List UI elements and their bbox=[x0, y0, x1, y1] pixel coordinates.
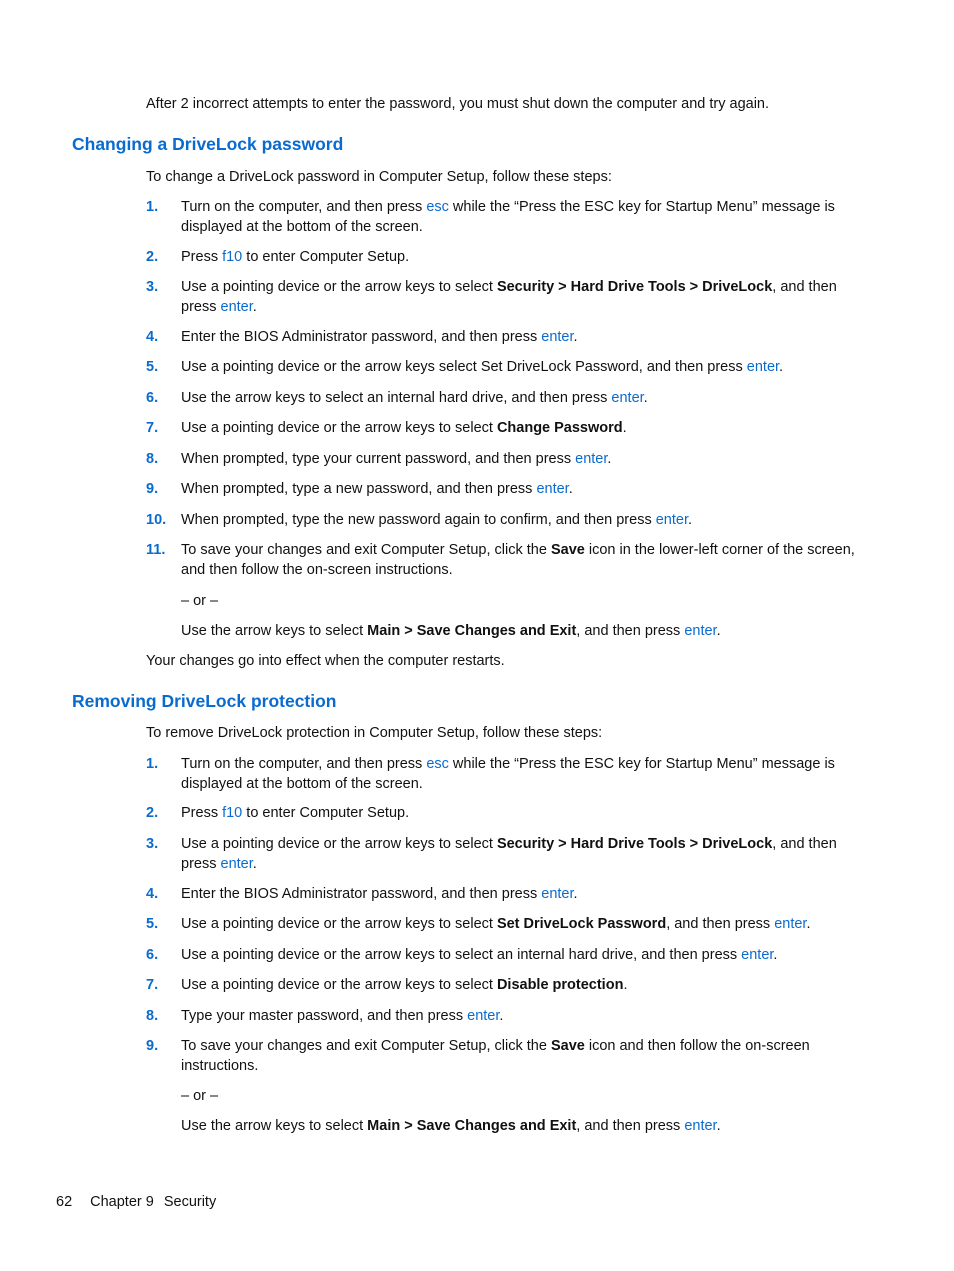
step-number: 9. bbox=[146, 481, 159, 497]
step-number: 6. bbox=[146, 947, 159, 963]
list-item bbox=[146, 510, 876, 530]
chapter-label: Chapter 9 bbox=[90, 1194, 154, 1210]
step-text: Use a pointing device or the arrow keys to select Disable protection. bbox=[181, 977, 628, 993]
step-text: Use a pointing device or the arrow keys to select Security > Hard Drive Tools > DriveLock, and then press enter. bbox=[181, 836, 837, 872]
step-text: Turn on the computer, and then press esc while the “Press the ESC key for Startup Menu” message is displayed at the bottom of the screen. bbox=[181, 199, 835, 235]
step-text: To save your changes and exit Computer Setup, click the Save icon and then follow the on-screen instructions. bbox=[181, 1038, 810, 1074]
step-text: Enter the BIOS Administrator password, and then press enter. bbox=[181, 886, 578, 902]
step-text: Use a pointing device or the arrow keys to select Security > Hard Drive Tools > DriveLock, and then press enter. bbox=[181, 279, 837, 315]
section-heading-changing-password: Changing a DriveLock password bbox=[72, 134, 344, 154]
key-name: enter bbox=[746, 359, 780, 375]
step-text: When prompted, type the new password again to confirm, and then press enter. bbox=[181, 512, 693, 528]
page-footer bbox=[56, 1192, 216, 1212]
section-outro: Your changes go into effect when the computer restarts. bbox=[146, 653, 505, 669]
step-text: Type your master password, and then press enter. bbox=[181, 1008, 504, 1024]
list-item bbox=[146, 540, 876, 580]
step-number: 2. bbox=[146, 805, 159, 821]
or-separator: – or – bbox=[181, 1088, 219, 1104]
step-text: When prompted, type a new password, and then press enter. bbox=[181, 481, 573, 497]
list-item bbox=[146, 449, 876, 469]
page-number: 62 bbox=[56, 1194, 73, 1210]
key-name: enter bbox=[220, 299, 253, 315]
alternate-instruction: Use the arrow keys to select Main > Save Changes and Exit, and then press enter. bbox=[181, 623, 721, 639]
step-text: Press f10 to enter Computer Setup. bbox=[181, 249, 410, 265]
step-number: 10. bbox=[146, 512, 167, 528]
list-item bbox=[146, 834, 876, 874]
step-number: 1. bbox=[146, 756, 159, 772]
step-number: 2. bbox=[146, 249, 159, 265]
key-name: esc bbox=[426, 756, 449, 772]
key-name: enter bbox=[741, 947, 774, 963]
top-note: After 2 incorrect attempts to enter the password, you must shut down the computer and try again. bbox=[146, 96, 770, 112]
key-name: f10 bbox=[222, 805, 243, 821]
step-number: 4. bbox=[146, 329, 159, 345]
list-item bbox=[146, 1036, 876, 1076]
step-number: 8. bbox=[146, 1008, 159, 1024]
step-text: Turn on the computer, and then press esc while the “Press the ESC key for Startup Menu” message is displayed at the bottom of the screen. bbox=[181, 756, 835, 792]
step-text: Use a pointing device or the arrow keys to select Change Password. bbox=[181, 420, 627, 436]
step-text: Enter the BIOS Administrator password, and then press enter. bbox=[181, 329, 578, 345]
menu-path: Set DriveLock Password bbox=[496, 916, 667, 932]
step-number: 11. bbox=[146, 542, 166, 558]
step-number: 1. bbox=[146, 199, 159, 215]
list-item bbox=[146, 803, 876, 823]
list-item bbox=[146, 197, 876, 237]
alternate-instruction: Use the arrow keys to select Main > Save Changes and Exit, and then press enter. bbox=[181, 1118, 721, 1134]
step-text: Use the arrow keys to select an internal hard drive, and then press enter. bbox=[181, 390, 648, 406]
key-name: enter bbox=[541, 886, 574, 902]
or-separator: – or – bbox=[181, 593, 219, 609]
key-name: enter bbox=[611, 390, 644, 406]
step-text: Press f10 to enter Computer Setup. bbox=[181, 805, 410, 821]
step-text: Use a pointing device or the arrow keys to select an internal hard drive, and then press enter. bbox=[181, 947, 778, 963]
list-item bbox=[146, 945, 876, 965]
key-name: enter bbox=[541, 329, 574, 345]
section-intro: To change a DriveLock password in Computer Setup, follow these steps: bbox=[146, 169, 612, 185]
list-item bbox=[146, 754, 876, 794]
step-text: Use a pointing device or the arrow keys to select Set DriveLock Password, and then press enter. bbox=[181, 916, 811, 932]
list-item bbox=[146, 388, 876, 408]
step-number: 7. bbox=[146, 977, 159, 993]
menu-path: Disable protection bbox=[496, 977, 624, 993]
key-name: enter bbox=[684, 623, 717, 639]
key-name: f10 bbox=[222, 249, 243, 265]
list-item bbox=[146, 1006, 876, 1026]
step-number: 5. bbox=[146, 359, 159, 375]
key-name: enter bbox=[655, 512, 688, 528]
list-item bbox=[146, 277, 876, 317]
chapter-title: Security bbox=[163, 1194, 217, 1210]
menu-path: Security > Hard Drive Tools > DriveLock bbox=[496, 279, 773, 295]
key-name: esc bbox=[426, 199, 449, 215]
step-number: 3. bbox=[146, 836, 159, 852]
section-intro: To remove DriveLock protection in Computer Setup, follow these steps: bbox=[146, 725, 603, 741]
list-item bbox=[146, 357, 876, 377]
list-item bbox=[146, 418, 876, 438]
menu-path: Security > Hard Drive Tools > DriveLock bbox=[496, 836, 773, 852]
step-number: 4. bbox=[146, 886, 159, 902]
menu-path: Change Password bbox=[496, 420, 623, 436]
list-item bbox=[146, 884, 876, 904]
menu-path: Save bbox=[550, 1038, 585, 1054]
step-number: 7. bbox=[146, 420, 159, 436]
step-number: 5. bbox=[146, 916, 159, 932]
list-item bbox=[146, 247, 876, 267]
list-item bbox=[146, 975, 876, 995]
step-text: When prompted, type your current password, and then press enter. bbox=[181, 451, 612, 467]
list-item bbox=[146, 914, 876, 934]
step-text: Use a pointing device or the arrow keys select Set DriveLock Password, and then press enter. bbox=[181, 359, 784, 375]
step-number: 8. bbox=[146, 451, 159, 467]
step-number: 6. bbox=[146, 390, 159, 406]
key-name: enter bbox=[774, 916, 807, 932]
key-name: enter bbox=[467, 1008, 500, 1024]
step-text: To save your changes and exit Computer Setup, click the Save icon in the lower-left corner of the screen, and then follow the on-screen instructions. bbox=[181, 542, 855, 578]
menu-path: Main > Save Changes and Exit bbox=[367, 623, 577, 639]
step-number: 9. bbox=[146, 1038, 159, 1054]
key-name: enter bbox=[536, 481, 569, 497]
key-name: enter bbox=[684, 1118, 717, 1134]
list-item bbox=[146, 327, 876, 347]
key-name: enter bbox=[220, 856, 253, 872]
menu-path: Main > Save Changes and Exit bbox=[367, 1118, 577, 1134]
key-name: enter bbox=[575, 451, 608, 467]
menu-path: Save bbox=[550, 542, 585, 558]
list-item bbox=[146, 479, 876, 499]
step-number: 3. bbox=[146, 279, 159, 295]
section-heading-removing-protection: Removing DriveLock protection bbox=[72, 691, 337, 711]
